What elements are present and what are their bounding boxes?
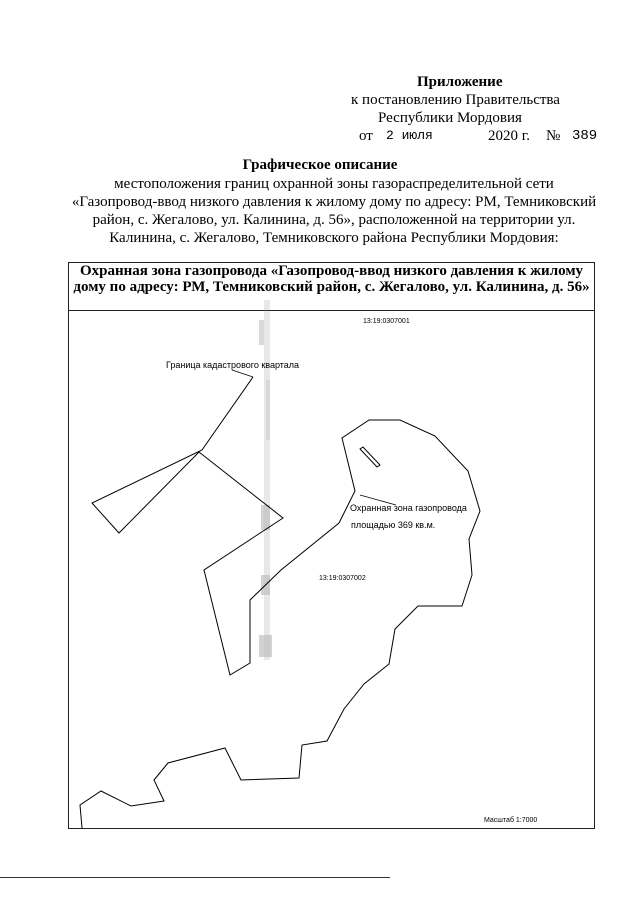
number-sign: №	[546, 128, 561, 144]
date-prefix: от	[359, 128, 373, 144]
gas-protection-zone	[360, 447, 380, 467]
description-title: Графическое описание	[242, 157, 398, 173]
cadastral-boundary-line	[80, 377, 480, 828]
date-year: 2020 г.	[488, 128, 530, 144]
boundary-label: Граница кадастрового квартала	[166, 360, 300, 370]
boundary-leader-line	[232, 370, 253, 377]
appendix-title: Приложение	[417, 74, 503, 90]
quarter-number-top: 13:19:0307001	[363, 318, 410, 325]
quarter-number-mid: 13:19:0307002	[319, 575, 366, 582]
date-day-month: 2 июля	[386, 128, 433, 143]
appendix-line-1: к постановлению Правительства	[351, 92, 560, 108]
map-scale: Масштаб 1:7000	[484, 817, 538, 824]
resolution-number: 389	[572, 128, 598, 144]
appendix-line-2: Республики Мордовия	[378, 110, 522, 126]
scan-noise-band	[259, 300, 272, 660]
description-text: местоположения границ охранной зоны газораспределительной сети «Газопровод-ввод низкого давления к жилому дому по адресу: РМ, Темниковский район, с. Жегалово, ул. Калинина, д. 56», расположенной на территории ул. Калинина, с. Жегалово, Темниковского района Республики Мордовия:	[71, 176, 597, 246]
map-title: Охранная зона газопровода «Газопровод-ввод низкого давления к жилому дому по адресу: РМ, Темниковский район, с. Жегалово, ул. Калинина, д. 56»	[68, 262, 595, 311]
footer-rule	[0, 877, 390, 878]
zone-label-line-2: площадью 369 кв.м.	[351, 520, 436, 530]
zone-label-line-1: Охранная зона газопровода	[350, 503, 467, 513]
